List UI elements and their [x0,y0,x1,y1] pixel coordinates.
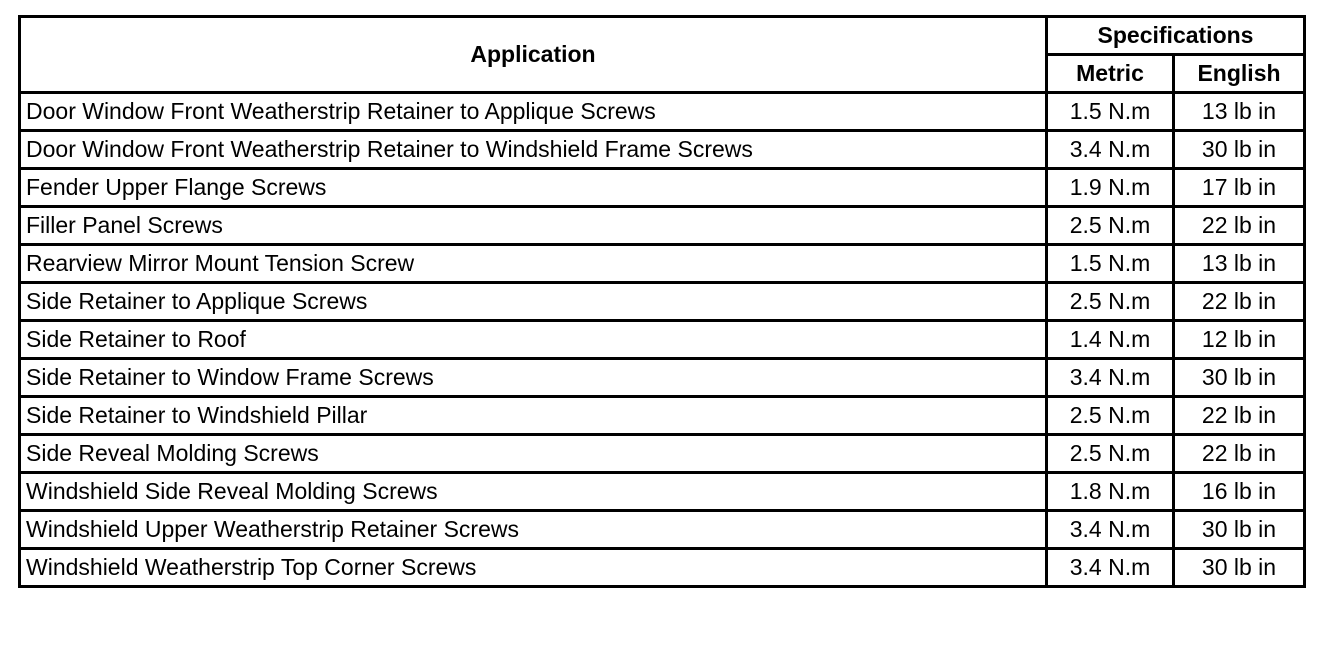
table-header [20,17,1305,93]
metric-cell: 1.9 N.m [1047,169,1174,207]
table-body [20,93,1305,587]
english-cell: 16 lb in [1174,473,1305,511]
english-cell: 17 lb in [1174,169,1305,207]
application-cell: Filler Panel Screws [20,207,1047,245]
table-row [20,511,1305,549]
application-cell: Door Window Front Weatherstrip Retainer to Applique Screws [20,93,1047,131]
specifications-header: Specifications [1047,17,1305,55]
table-row [20,131,1305,169]
metric-cell: 1.5 N.m [1047,245,1174,283]
table-row [20,169,1305,207]
table-row [20,93,1305,131]
metric-cell: 2.5 N.m [1047,435,1174,473]
application-cell: Side Reveal Molding Screws [20,435,1047,473]
metric-cell: 3.4 N.m [1047,549,1174,587]
metric-cell: 2.5 N.m [1047,397,1174,435]
english-cell: 22 lb in [1174,207,1305,245]
table-row [20,549,1305,587]
application-cell: Windshield Upper Weatherstrip Retainer Screws [20,511,1047,549]
application-cell: Side Retainer to Roof [20,321,1047,359]
english-cell: 12 lb in [1174,321,1305,359]
table-row [20,207,1305,245]
metric-cell: 1.8 N.m [1047,473,1174,511]
application-cell: Door Window Front Weatherstrip Retainer to Windshield Frame Screws [20,131,1047,169]
english-cell: 22 lb in [1174,283,1305,321]
english-cell: 30 lb in [1174,511,1305,549]
metric-header: Metric [1047,55,1174,93]
application-cell: Windshield Weatherstrip Top Corner Screws [20,549,1047,587]
table-row [20,435,1305,473]
application-cell: Fender Upper Flange Screws [20,169,1047,207]
table-row [20,397,1305,435]
metric-cell: 1.4 N.m [1047,321,1174,359]
table-row [20,321,1305,359]
fastener-specifications-table [18,15,1306,588]
application-cell: Side Retainer to Window Frame Screws [20,359,1047,397]
english-cell: 30 lb in [1174,549,1305,587]
application-cell: Rearview Mirror Mount Tension Screw [20,245,1047,283]
metric-cell: 2.5 N.m [1047,207,1174,245]
table-row [20,245,1305,283]
english-cell: 22 lb in [1174,435,1305,473]
metric-cell: 3.4 N.m [1047,131,1174,169]
metric-cell: 3.4 N.m [1047,511,1174,549]
metric-cell: 3.4 N.m [1047,359,1174,397]
english-cell: 22 lb in [1174,397,1305,435]
english-cell: 13 lb in [1174,245,1305,283]
english-cell: 30 lb in [1174,131,1305,169]
application-cell: Side Retainer to Applique Screws [20,283,1047,321]
application-cell: Windshield Side Reveal Molding Screws [20,473,1047,511]
spec-table-container [18,15,1306,588]
metric-cell: 1.5 N.m [1047,93,1174,131]
english-cell: 30 lb in [1174,359,1305,397]
metric-cell: 2.5 N.m [1047,283,1174,321]
table-row [20,473,1305,511]
english-cell: 13 lb in [1174,93,1305,131]
application-header: Application [20,17,1047,93]
english-header: English [1174,55,1305,93]
table-row [20,359,1305,397]
application-cell: Side Retainer to Windshield Pillar [20,397,1047,435]
table-row [20,283,1305,321]
header-row-top [20,17,1305,55]
